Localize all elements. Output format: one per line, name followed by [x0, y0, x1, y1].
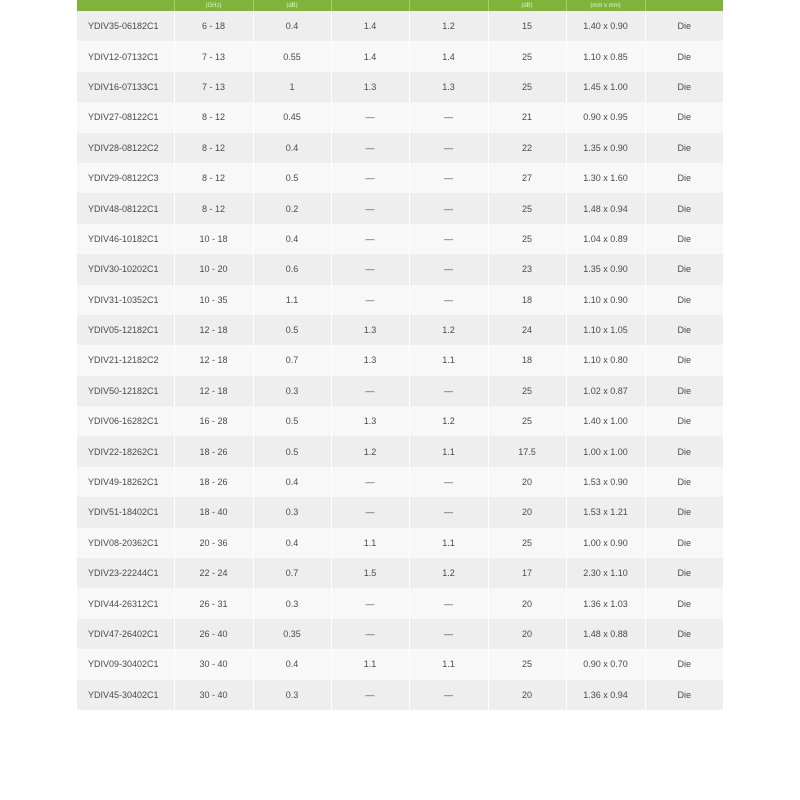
product-table-container: [77, 0, 723, 710]
vswr-in-cell: 1.5: [331, 558, 409, 588]
package-cell: Die: [645, 406, 723, 436]
frequency-cell: 30 - 40: [174, 649, 253, 679]
vswr-in-cell: —: [331, 163, 409, 193]
vswr-out-cell: —: [409, 254, 488, 284]
insertion-loss-cell: 0.4: [253, 133, 331, 163]
frequency-cell: 6 - 18: [174, 11, 253, 41]
table-row: [77, 72, 723, 102]
table-row: [77, 315, 723, 345]
size-cell: 0.90 x 0.95: [566, 102, 645, 132]
vswr-in-cell: —: [331, 376, 409, 406]
vswr-out-cell: —: [409, 102, 488, 132]
insertion-loss-cell: 0.3: [253, 588, 331, 618]
vswr-out-cell: —: [409, 680, 488, 710]
frequency-cell: 10 - 18: [174, 224, 253, 254]
vswr-out-cell: 1.2: [409, 406, 488, 436]
size-cell: 0.90 x 0.70: [566, 649, 645, 679]
isolation-cell: 20: [488, 619, 566, 649]
size-cell: 1.00 x 0.90: [566, 528, 645, 558]
vswr-out-cell: —: [409, 588, 488, 618]
vswr-out-cell: 1.2: [409, 11, 488, 41]
package-cell: Die: [645, 436, 723, 466]
package-cell: Die: [645, 133, 723, 163]
table-header: [77, 0, 723, 11]
frequency-cell: 12 - 18: [174, 315, 253, 345]
part-number-cell: YDIV08-20362C1: [77, 528, 174, 558]
frequency-cell: 20 - 36: [174, 528, 253, 558]
part-number-cell: YDIV30-10202C1: [77, 254, 174, 284]
part-number-cell: YDIV45-30402C1: [77, 680, 174, 710]
isolation-cell: 18: [488, 285, 566, 315]
part-number-cell: YDIV05-12182C1: [77, 315, 174, 345]
size-cell: 1.36 x 1.03: [566, 588, 645, 618]
package-cell: Die: [645, 254, 723, 284]
vswr-in-cell: 1.3: [331, 406, 409, 436]
insertion-loss-cell: 0.7: [253, 345, 331, 375]
size-cell: 1.10 x 1.05: [566, 315, 645, 345]
table-body: [77, 11, 723, 710]
table-row: [77, 649, 723, 679]
size-cell: 1.10 x 0.85: [566, 41, 645, 71]
insertion-loss-cell: 0.5: [253, 406, 331, 436]
vswr-in-cell: 1.2: [331, 436, 409, 466]
table-row: [77, 467, 723, 497]
part-number-cell: YDIV16-07133C1: [77, 72, 174, 102]
vswr-in-cell: —: [331, 588, 409, 618]
size-cell: 2.30 x 1.10: [566, 558, 645, 588]
frequency-cell: 18 - 26: [174, 436, 253, 466]
frequency-cell: 22 - 24: [174, 558, 253, 588]
insertion-loss-cell: 0.5: [253, 315, 331, 345]
vswr-in-cell: 1.1: [331, 528, 409, 558]
frequency-cell: 30 - 40: [174, 680, 253, 710]
vswr-out-cell: —: [409, 376, 488, 406]
vswr-out-cell: 1.2: [409, 315, 488, 345]
package-cell: Die: [645, 41, 723, 71]
size-cell: 1.40 x 1.00: [566, 406, 645, 436]
package-cell: Die: [645, 315, 723, 345]
frequency-cell: 26 - 31: [174, 588, 253, 618]
vswr-out-cell: 1.4: [409, 41, 488, 71]
package-cell: Die: [645, 467, 723, 497]
package-cell: Die: [645, 588, 723, 618]
vswr-in-cell: —: [331, 133, 409, 163]
size-cell: 1.53 x 0.90: [566, 467, 645, 497]
vswr-out-cell: —: [409, 193, 488, 223]
frequency-cell: 26 - 40: [174, 619, 253, 649]
insertion-loss-cell: 0.35: [253, 619, 331, 649]
vswr-in-cell: —: [331, 680, 409, 710]
table-row: [77, 133, 723, 163]
isolation-cell: 18: [488, 345, 566, 375]
package-cell: Die: [645, 193, 723, 223]
isolation-cell: 17: [488, 558, 566, 588]
table-row: [77, 619, 723, 649]
package-cell: Die: [645, 345, 723, 375]
table-row: [77, 558, 723, 588]
vswr-out-cell: —: [409, 285, 488, 315]
vswr-in-cell: —: [331, 254, 409, 284]
frequency-cell: 12 - 18: [174, 345, 253, 375]
vswr-out-cell: —: [409, 133, 488, 163]
isolation-cell: 20: [488, 497, 566, 527]
frequency-cell: 10 - 35: [174, 285, 253, 315]
frequency-cell: 8 - 12: [174, 133, 253, 163]
insertion-loss-cell: 0.4: [253, 649, 331, 679]
insertion-loss-cell: 1: [253, 72, 331, 102]
part-number-cell: YDIV23-22244C1: [77, 558, 174, 588]
package-cell: Die: [645, 680, 723, 710]
isolation-cell: 25: [488, 406, 566, 436]
part-number-cell: YDIV35-06182C1: [77, 11, 174, 41]
table-row: [77, 41, 723, 71]
part-number-cell: YDIV12-07132C1: [77, 41, 174, 71]
header-package: [645, 0, 723, 11]
insertion-loss-cell: 0.4: [253, 528, 331, 558]
isolation-cell: 20: [488, 467, 566, 497]
insertion-loss-cell: 0.4: [253, 467, 331, 497]
size-cell: 1.53 x 1.21: [566, 497, 645, 527]
table-row: [77, 497, 723, 527]
frequency-cell: 18 - 40: [174, 497, 253, 527]
part-number-cell: YDIV44-26312C1: [77, 588, 174, 618]
insertion-loss-cell: 1.1: [253, 285, 331, 315]
vswr-out-cell: —: [409, 467, 488, 497]
part-number-cell: YDIV47-26402C1: [77, 619, 174, 649]
vswr-out-cell: 1.1: [409, 345, 488, 375]
table-row: [77, 11, 723, 41]
vswr-in-cell: —: [331, 285, 409, 315]
isolation-cell: 25: [488, 72, 566, 102]
package-cell: Die: [645, 11, 723, 41]
header-frequency: (GHz): [174, 0, 253, 11]
vswr-in-cell: —: [331, 193, 409, 223]
isolation-cell: 25: [488, 224, 566, 254]
table-header-row: [77, 0, 723, 11]
vswr-in-cell: 1.3: [331, 345, 409, 375]
vswr-out-cell: 1.2: [409, 558, 488, 588]
vswr-in-cell: 1.4: [331, 11, 409, 41]
header-size: (mm x mm): [566, 0, 645, 11]
package-cell: Die: [645, 102, 723, 132]
size-cell: 1.00 x 1.00: [566, 436, 645, 466]
table-row: [77, 163, 723, 193]
part-number-cell: YDIV49-18262C1: [77, 467, 174, 497]
table-row: [77, 224, 723, 254]
vswr-in-cell: 1.4: [331, 41, 409, 71]
isolation-cell: 17.5: [488, 436, 566, 466]
table-row: [77, 406, 723, 436]
package-cell: Die: [645, 558, 723, 588]
table-row: [77, 376, 723, 406]
size-cell: 1.10 x 0.80: [566, 345, 645, 375]
vswr-out-cell: —: [409, 619, 488, 649]
part-number-cell: YDIV51-18402C1: [77, 497, 174, 527]
size-cell: 1.36 x 0.94: [566, 680, 645, 710]
vswr-out-cell: 1.3: [409, 72, 488, 102]
frequency-cell: 12 - 18: [174, 376, 253, 406]
size-cell: 1.02 x 0.87: [566, 376, 645, 406]
insertion-loss-cell: 0.3: [253, 680, 331, 710]
header-insertion-loss: (dB): [253, 0, 331, 11]
package-cell: Die: [645, 285, 723, 315]
table-row: [77, 193, 723, 223]
package-cell: Die: [645, 619, 723, 649]
isolation-cell: 25: [488, 376, 566, 406]
size-cell: 1.40 x 0.90: [566, 11, 645, 41]
isolation-cell: 25: [488, 649, 566, 679]
part-number-cell: YDIV29-08122C3: [77, 163, 174, 193]
part-number-cell: YDIV22-18262C1: [77, 436, 174, 466]
frequency-cell: 7 - 13: [174, 41, 253, 71]
vswr-out-cell: 1.1: [409, 649, 488, 679]
package-cell: Die: [645, 72, 723, 102]
frequency-cell: 8 - 12: [174, 102, 253, 132]
frequency-cell: 10 - 20: [174, 254, 253, 284]
table-row: [77, 680, 723, 710]
part-number-cell: YDIV09-30402C1: [77, 649, 174, 679]
insertion-loss-cell: 0.4: [253, 11, 331, 41]
vswr-out-cell: —: [409, 224, 488, 254]
package-cell: Die: [645, 649, 723, 679]
isolation-cell: 22: [488, 133, 566, 163]
frequency-cell: 16 - 28: [174, 406, 253, 436]
part-number-cell: YDIV50-12182C1: [77, 376, 174, 406]
insertion-loss-cell: 0.45: [253, 102, 331, 132]
insertion-loss-cell: 0.3: [253, 497, 331, 527]
insertion-loss-cell: 0.5: [253, 163, 331, 193]
table-row: [77, 345, 723, 375]
size-cell: 1.48 x 0.88: [566, 619, 645, 649]
part-number-cell: YDIV48-08122C1: [77, 193, 174, 223]
table-row: [77, 588, 723, 618]
header-vswr-in: [331, 0, 409, 11]
table-row: [77, 528, 723, 558]
part-number-cell: YDIV28-08122C2: [77, 133, 174, 163]
isolation-cell: 25: [488, 41, 566, 71]
vswr-in-cell: 1.3: [331, 72, 409, 102]
insertion-loss-cell: 0.2: [253, 193, 331, 223]
insertion-loss-cell: 0.5: [253, 436, 331, 466]
part-number-cell: YDIV21-12182C2: [77, 345, 174, 375]
isolation-cell: 25: [488, 193, 566, 223]
vswr-in-cell: —: [331, 102, 409, 132]
package-cell: Die: [645, 497, 723, 527]
insertion-loss-cell: 0.55: [253, 41, 331, 71]
size-cell: 1.10 x 0.90: [566, 285, 645, 315]
vswr-out-cell: —: [409, 163, 488, 193]
insertion-loss-cell: 0.6: [253, 254, 331, 284]
vswr-in-cell: 1.1: [331, 649, 409, 679]
package-cell: Die: [645, 376, 723, 406]
header-part-number: [77, 0, 174, 11]
size-cell: 1.04 x 0.89: [566, 224, 645, 254]
insertion-loss-cell: 0.3: [253, 376, 331, 406]
part-number-cell: YDIV46-10182C1: [77, 224, 174, 254]
vswr-in-cell: —: [331, 619, 409, 649]
package-cell: Die: [645, 528, 723, 558]
header-isolation: (dB): [488, 0, 566, 11]
isolation-cell: 27: [488, 163, 566, 193]
header-vswr-out: [409, 0, 488, 11]
table-row: [77, 102, 723, 132]
insertion-loss-cell: 0.7: [253, 558, 331, 588]
vswr-out-cell: 1.1: [409, 436, 488, 466]
isolation-cell: 21: [488, 102, 566, 132]
vswr-out-cell: 1.1: [409, 528, 488, 558]
package-cell: Die: [645, 163, 723, 193]
size-cell: 1.45 x 1.00: [566, 72, 645, 102]
table-row: [77, 436, 723, 466]
vswr-in-cell: —: [331, 467, 409, 497]
insertion-loss-cell: 0.4: [253, 224, 331, 254]
isolation-cell: 24: [488, 315, 566, 345]
size-cell: 1.30 x 1.60: [566, 163, 645, 193]
package-cell: Die: [645, 224, 723, 254]
vswr-in-cell: 1.3: [331, 315, 409, 345]
vswr-in-cell: —: [331, 224, 409, 254]
isolation-cell: 20: [488, 588, 566, 618]
isolation-cell: 20: [488, 680, 566, 710]
part-number-cell: YDIV27-08122C1: [77, 102, 174, 132]
table-row: [77, 285, 723, 315]
frequency-cell: 7 - 13: [174, 72, 253, 102]
frequency-cell: 8 - 12: [174, 193, 253, 223]
table-row: [77, 254, 723, 284]
isolation-cell: 15: [488, 11, 566, 41]
frequency-cell: 18 - 26: [174, 467, 253, 497]
part-number-cell: YDIV06-16282C1: [77, 406, 174, 436]
power-divider-table: [77, 0, 723, 710]
isolation-cell: 23: [488, 254, 566, 284]
size-cell: 1.35 x 0.90: [566, 254, 645, 284]
vswr-out-cell: —: [409, 497, 488, 527]
part-number-cell: YDIV31-10352C1: [77, 285, 174, 315]
size-cell: 1.35 x 0.90: [566, 133, 645, 163]
frequency-cell: 8 - 12: [174, 163, 253, 193]
isolation-cell: 25: [488, 528, 566, 558]
vswr-in-cell: —: [331, 497, 409, 527]
size-cell: 1.48 x 0.94: [566, 193, 645, 223]
